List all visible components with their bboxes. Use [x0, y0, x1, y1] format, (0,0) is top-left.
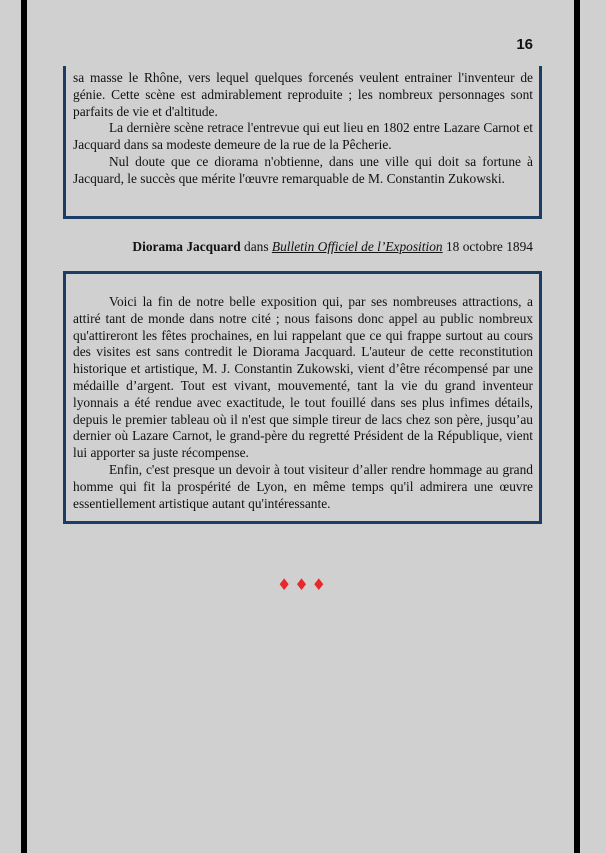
- paragraph: sa masse le Rhône, vers lequel quelques forcenés veulent entrainer l'inventeur de génie. Cette scène est admirablement reproduite ; les nombreux personnages sont parfaits de vie et d'altitude.: [73, 70, 533, 119]
- paragraph: Enfin, c'est presque un devoir à tout visiteur d’aller rendre hommage au grand homme qui fit la prospérité de Lyon, en même temps qu'il admirera une œuvre essentiellement artistique autant qu'intéressante.: [73, 461, 533, 511]
- source-caption: [132, 239, 533, 255]
- quote-box: [63, 271, 542, 524]
- caption-connector: dans: [240, 239, 272, 254]
- caption-subject: Diorama Jacquard: [132, 239, 241, 254]
- paragraph: La dernière scène retrace l'entrevue qui eut lieu en 1802 entre Lazare Carnot et Jacquard dans sa modeste demeure de la rue de la Pêcherie.: [73, 120, 533, 153]
- paragraph: Nul doute que ce diorama n'obtienne, dans une ville qui doit sa fortune à Jacquard, le succès que mérite l'œuvre remarquable de M. Constantin Zukowski.: [73, 153, 533, 186]
- quote-box-continued: [63, 66, 542, 219]
- right-margin-bar: [574, 0, 580, 853]
- caption-date: 18 octobre 1894: [442, 239, 533, 254]
- paragraph: Voici la fin de notre belle exposition qui, par ses nombreuses attractions, a attiré tant de monde dans notre cité ; nous faisons donc appel au public nombreux qu'attireront les fêtes prochaines, en lui rappelant que ce qui frappe surtout au cours des visites est sans contredit le Diorama Jacquard. L'auteur de cette reconstitution historique et artistique, M. J. Constantin Zukowski, vient d’être récompensé par une médaille d’argent. Tout est vivant, mouvementé, tant la vie du grand inventeur lyonnais a été rendue avec exactitude, le tout fouillé dans ses plus infimes détails, depuis le premier tableau où il n'est que simple tireur de lacs chez son père, jusqu’au dernier où Lazare Carnot, le grand-père du regretté Président de la République, vient lui apporter sa juste récompense.: [73, 294, 533, 461]
- caption-publication: Bulletin Officiel de l’Exposition: [271, 239, 443, 254]
- diamond-ornament-icon: ♦♦♦: [276, 575, 330, 594]
- page-number: 16: [516, 36, 533, 53]
- left-margin-bar: [21, 0, 27, 853]
